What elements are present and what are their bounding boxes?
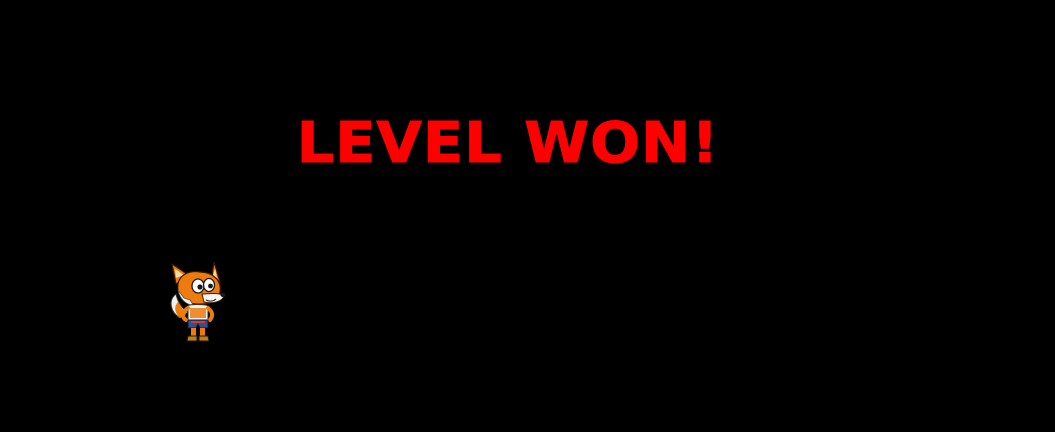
fox-character-icon [166, 260, 226, 344]
level-won-message: LEVEL WON! [296, 111, 720, 176]
